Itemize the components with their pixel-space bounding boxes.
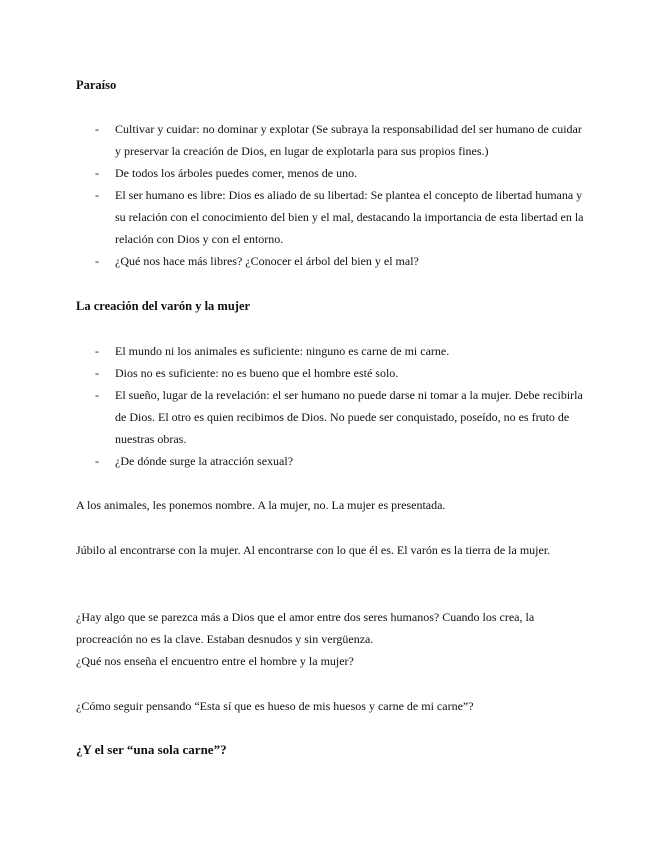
list-item-text: El ser humano es libre: Dios es aliado de su libertad: Se plantea el concepto de libertad humana y su relación con el conocimiento del bien y el mal, destacando la importancia de esta libertad en la relación con Dios y con el entorno. — [115, 188, 584, 246]
bullet-dash: - — [95, 122, 99, 136]
section-creacion — [76, 298, 586, 314]
bullet-dash: - — [95, 254, 99, 268]
paragraph-text: ¿Qué nos enseña el encuentro entre el hombre y la mujer? — [76, 654, 354, 668]
bullet-dash: - — [95, 344, 99, 358]
paragraph-amor — [76, 606, 586, 672]
list-item-text: Cultivar y cuidar: no dominar y explotar (Se subraya la responsabilidad del ser humano de cuidar y preservar la creación de Dios, en lugar de explotarla para sus propios fines.) — [115, 122, 582, 158]
heading-paraiso: Paraíso — [76, 78, 117, 92]
list-item — [76, 450, 586, 472]
list-creacion — [76, 340, 586, 472]
list-item — [76, 162, 586, 184]
list-item — [76, 362, 586, 384]
bullet-dash: - — [95, 366, 99, 380]
list-item — [76, 250, 586, 272]
paragraph-jubilo — [76, 539, 586, 561]
heading-creacion: La creación del varón y la mujer — [76, 299, 251, 313]
bullet-dash: - — [95, 166, 99, 180]
section-una-sola-carne — [76, 742, 586, 758]
list-item-text: De todos los árboles puedes comer, menos de uno. — [115, 166, 358, 180]
list-item — [76, 340, 586, 362]
paragraph-text: ¿Hay algo que se parezca más a Dios que el amor entre dos seres humanos? Cuando los crea, la procreación no es la clave. Estaban desnudos y sin vergüenza. — [76, 610, 535, 646]
list-item — [76, 118, 586, 162]
paragraph-hueso — [76, 695, 586, 717]
list-item-text: ¿Qué nos hace más libres? ¿Conocer el árbol del bien y el mal? — [115, 254, 419, 268]
list-item — [76, 384, 586, 450]
list-paraiso-container — [76, 118, 586, 272]
paragraph-text: Júbilo al encontrarse con la mujer. Al encontrarse con lo que él es. El varón es la tierra de la mujer. — [76, 543, 551, 557]
heading-una-sola-carne: ¿Y el ser “una sola carne”? — [76, 742, 227, 757]
paragraph-text: A los animales, les ponemos nombre. A la mujer, no. La mujer es presentada. — [76, 498, 446, 512]
bullet-dash: - — [95, 188, 99, 202]
bullet-dash: - — [95, 388, 99, 402]
list-item — [76, 184, 586, 250]
list-creacion-container — [76, 340, 586, 472]
list-item-text: El mundo ni los animales es suficiente: ninguno es carne de mi carne. — [115, 344, 450, 358]
section-paraiso — [76, 77, 586, 93]
paragraph-animales — [76, 494, 586, 516]
bullet-dash: - — [95, 454, 99, 468]
paragraph-text: ¿Cómo seguir pensando “Esta sí que es hueso de mis huesos y carne de mi carne”? — [76, 699, 474, 713]
list-paraiso — [76, 118, 586, 272]
list-item-text: Dios no es suficiente: no es bueno que el hombre esté solo. — [115, 366, 399, 380]
list-item-text: ¿De dónde surge la atracción sexual? — [115, 454, 294, 468]
list-item-text: El sueño, lugar de la revelación: el ser humano no puede darse ni tomar a la mujer. Debe recibirla de Dios. El otro es quien recibimos de Dios. No puede ser conquistado, poseído, no es fruto de nuestras obras. — [115, 388, 583, 446]
